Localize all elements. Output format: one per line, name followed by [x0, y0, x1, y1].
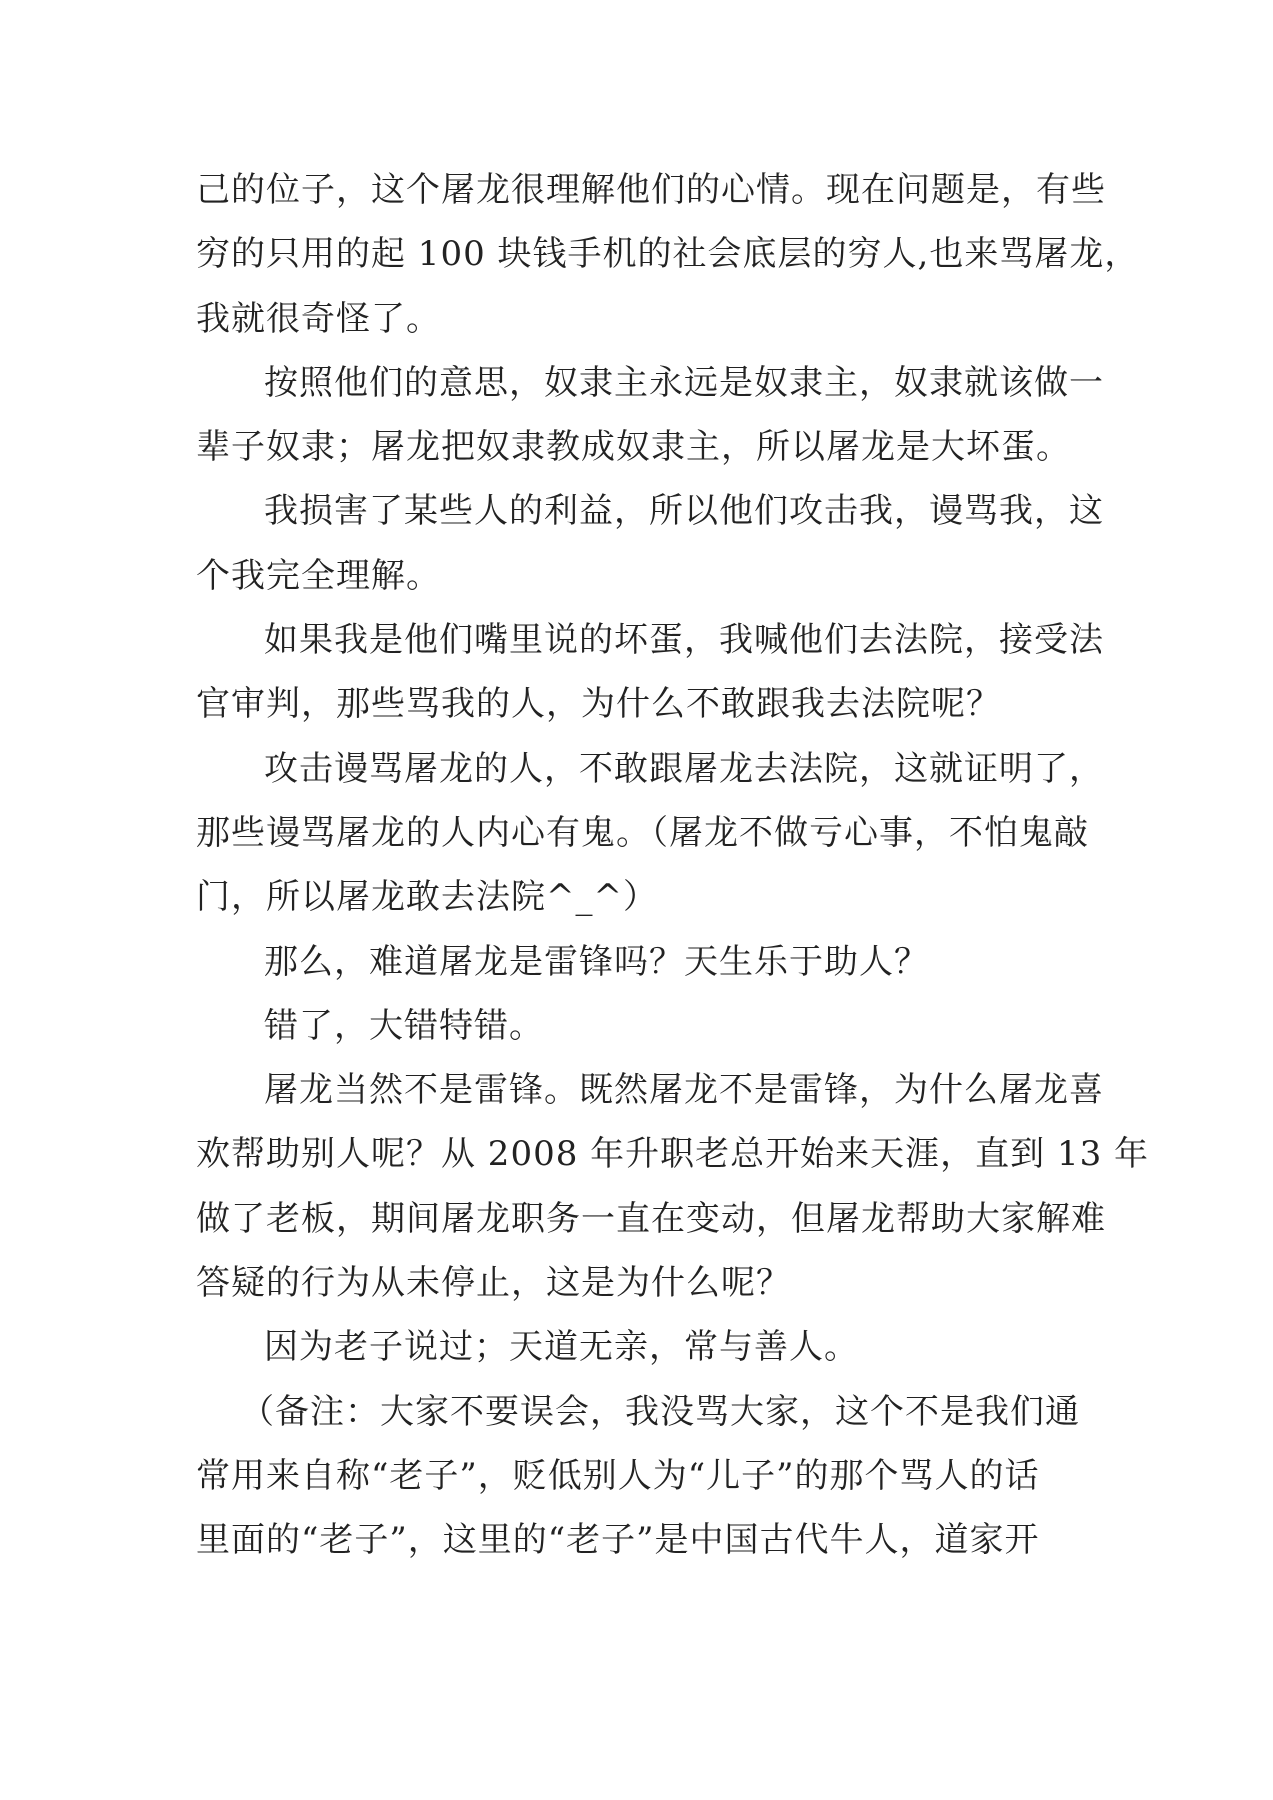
text-line: 那些谩骂屠龙的人内心有鬼。（屠龙不做亏心事，不怕鬼敲 [196, 812, 1089, 853]
paragraph [196, 930, 1086, 994]
paragraph [196, 737, 1104, 930]
text-line: 里面的“老子”，这里的“老子”是中国古代牛人，道家开 [196, 1520, 1040, 1561]
paragraph [196, 158, 1140, 351]
text-line: 个我完全理解。 [196, 555, 441, 596]
text-line: 因为老子说过；天道无亲，常与善人。 [264, 1327, 859, 1368]
text-line: 官审判，那些骂我的人，为什么不敢跟我去法院呢？ [196, 684, 1001, 725]
text-line: 屠龙当然不是雷锋。既然屠龙不是雷锋，为什么屠龙喜 [264, 1070, 1104, 1111]
text-line: 按照他们的意思，奴隶主永远是奴隶主，奴隶就该做一 [264, 362, 1104, 403]
text-line: 答疑的行为从未停止，这是为什么呢？ [196, 1263, 791, 1304]
text-line: 我就很奇怪了。 [196, 298, 441, 339]
document-body [196, 158, 1150, 1573]
paragraph [196, 608, 1104, 737]
paragraph [196, 479, 1104, 608]
text-line: 错了，大错特错。 [264, 1005, 544, 1046]
text-line: 门，所以屠龙敢去法院^_^） [196, 877, 658, 918]
paragraph [196, 351, 1104, 480]
paragraph [196, 1315, 1086, 1379]
text-line: （备注：大家不要误会，我没骂大家，这个不是我们通 [240, 1391, 1080, 1432]
paragraph [196, 1058, 1150, 1315]
text-line: 我损害了某些人的利益，所以他们攻击我，谩骂我，这 [264, 491, 1104, 532]
text-line: 辈子奴隶；屠龙把奴隶教成奴隶主，所以屠龙是大坏蛋。 [196, 427, 1071, 468]
paragraph [196, 994, 1086, 1058]
text-line: 欢帮助别人呢？从 2008 年升职老总开始来天涯，直到 13 年 [196, 1134, 1150, 1175]
text-line: 穷的只用的起 100 块钱手机的社会底层的穷人,也来骂屠龙， [196, 234, 1140, 275]
text-line: 常用来自称“老子”，贬低别人为“儿子”的那个骂人的话 [196, 1455, 1040, 1496]
paragraph [196, 1380, 1086, 1573]
text-line: 己的位子，这个屠龙很理解他们的心情。现在问题是，有些 [196, 170, 1106, 210]
text-line: 如果我是他们嘴里说的坏蛋，我喊他们去法院，接受法 [264, 620, 1104, 661]
text-line: 攻击谩骂屠龙的人，不敢跟屠龙去法院，这就证明了， [264, 748, 1104, 789]
text-line: 那么，难道屠龙是雷锋吗？天生乐于助人？ [264, 941, 929, 982]
text-line: 做了老板，期间屠龙职务一直在变动，但屠龙帮助大家解难 [196, 1198, 1106, 1239]
